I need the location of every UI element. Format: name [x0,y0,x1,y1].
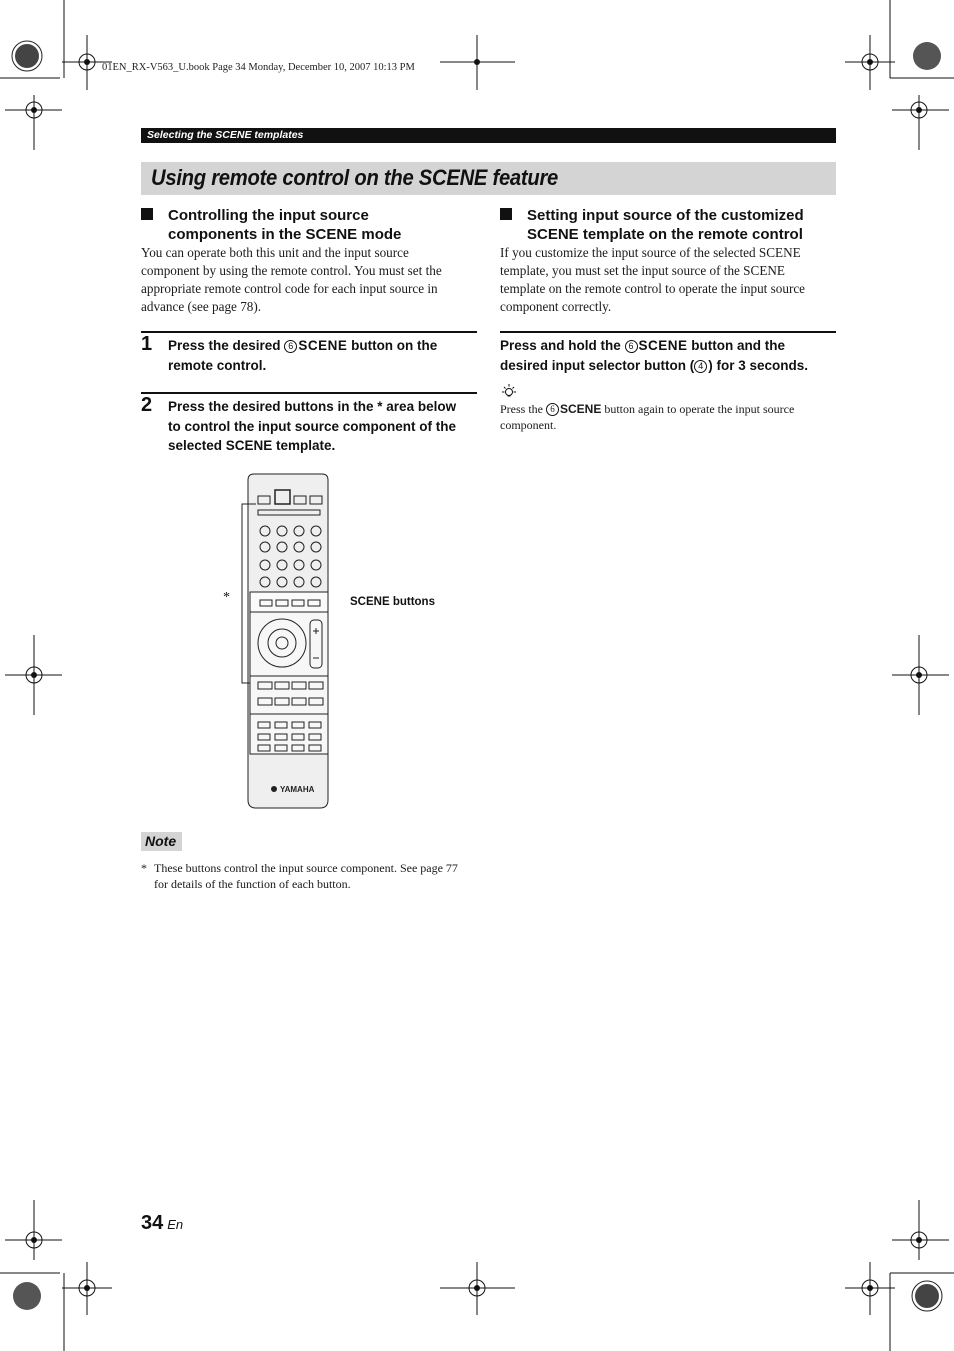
page-lang: En [167,1217,184,1232]
section-header-bar [141,128,836,143]
footnote [154,860,484,892]
step2-number: 2 [141,394,153,416]
page-title-band [141,162,836,195]
footnote-line1: These buttons control the input source component. See page 77 [154,861,458,875]
page-number: 34 [141,1212,164,1234]
step2-line: selected SCENE template. [168,438,336,453]
right-intro [500,244,840,316]
left-intro-line: advance (see page 78). [141,299,262,314]
footnote-mark: * [141,861,147,875]
circled-number-icon: 6 [546,403,559,416]
step2-text [168,397,480,456]
instr-line2-pre: desired input selector button ( [500,357,695,373]
note-label: Note [145,833,177,849]
left-heading-line2: components in the SCENE mode [168,226,402,243]
instr-line2-post: ) for 3 seconds. [708,357,809,373]
right-heading-line1: Setting input source of the customized [527,207,804,224]
circled-number-icon: 6 [284,340,297,353]
footnote-line2: for details of the function of each button. [154,877,351,891]
tip-keyword: SCENE [560,402,602,416]
left-heading [141,206,481,246]
step2-rule [141,392,477,394]
left-intro-line: appropriate remote control code for each input source in [141,281,438,296]
left-intro-line: component by using the remote control. You must set the [141,263,442,278]
step1-number: 1 [141,333,153,355]
right-intro-line: template, you must set the input source of the SCENE [500,263,785,278]
instruction-text [500,336,838,375]
step1-pre: Press the desired [168,338,285,353]
right-heading-line2: SCENE template on the remote control [527,226,803,243]
step1-post: button on the [347,338,438,353]
page-title: Using remote control on the SCENE feature [151,165,559,190]
left-intro-line: You can operate both this unit and the input source [141,245,409,260]
right-intro-line: template on the remote control to operate the input source [500,281,806,296]
instruction-rule [500,331,836,333]
right-heading [500,206,836,246]
circled-number-icon: 4 [694,360,707,373]
tip-line2: component. [500,418,557,432]
remote-control-illustration [220,470,350,815]
instr-pre: Press and hold the [500,338,625,353]
instr-post: button and the [687,338,786,353]
instr-keyword: SCENE [638,338,688,353]
step1-line2: remote control. [168,357,267,373]
circled-number-icon: 6 [625,340,638,353]
page-footer [141,1212,183,1235]
square-bullet-icon [141,208,153,220]
note-label-box [141,832,182,851]
yamaha-logo-icon [271,786,277,792]
tip-post: button again to operate the input source [601,402,795,416]
right-intro-line: component correctly. [500,299,612,314]
square-bullet-icon [500,208,512,220]
step1-text [168,336,478,375]
step2-line: Press the desired buttons in the * area below [168,399,457,414]
scene-buttons-label: SCENE buttons [350,596,435,608]
step2-line: to control the input source component of the [168,418,456,434]
remote-brand: YAMAHA [280,785,315,794]
left-heading-line1: Controlling the input source [168,207,369,224]
right-intro-line: If you customize the input source of the selected SCENE [500,245,801,260]
step1-keyword: SCENE [298,338,348,353]
left-intro [141,244,486,316]
tip-pre: Press the [500,402,546,416]
book-info: 01EN_RX-V563_U.book Page 34 Monday, December 10, 2007 10:13 PM [102,62,415,73]
remote-asterisk: * [223,590,230,605]
step1-rule [141,331,477,333]
tip-lightbulb-icon [500,383,518,399]
tip-text [500,401,840,433]
section-header-text: Selecting the SCENE templates [147,129,304,141]
